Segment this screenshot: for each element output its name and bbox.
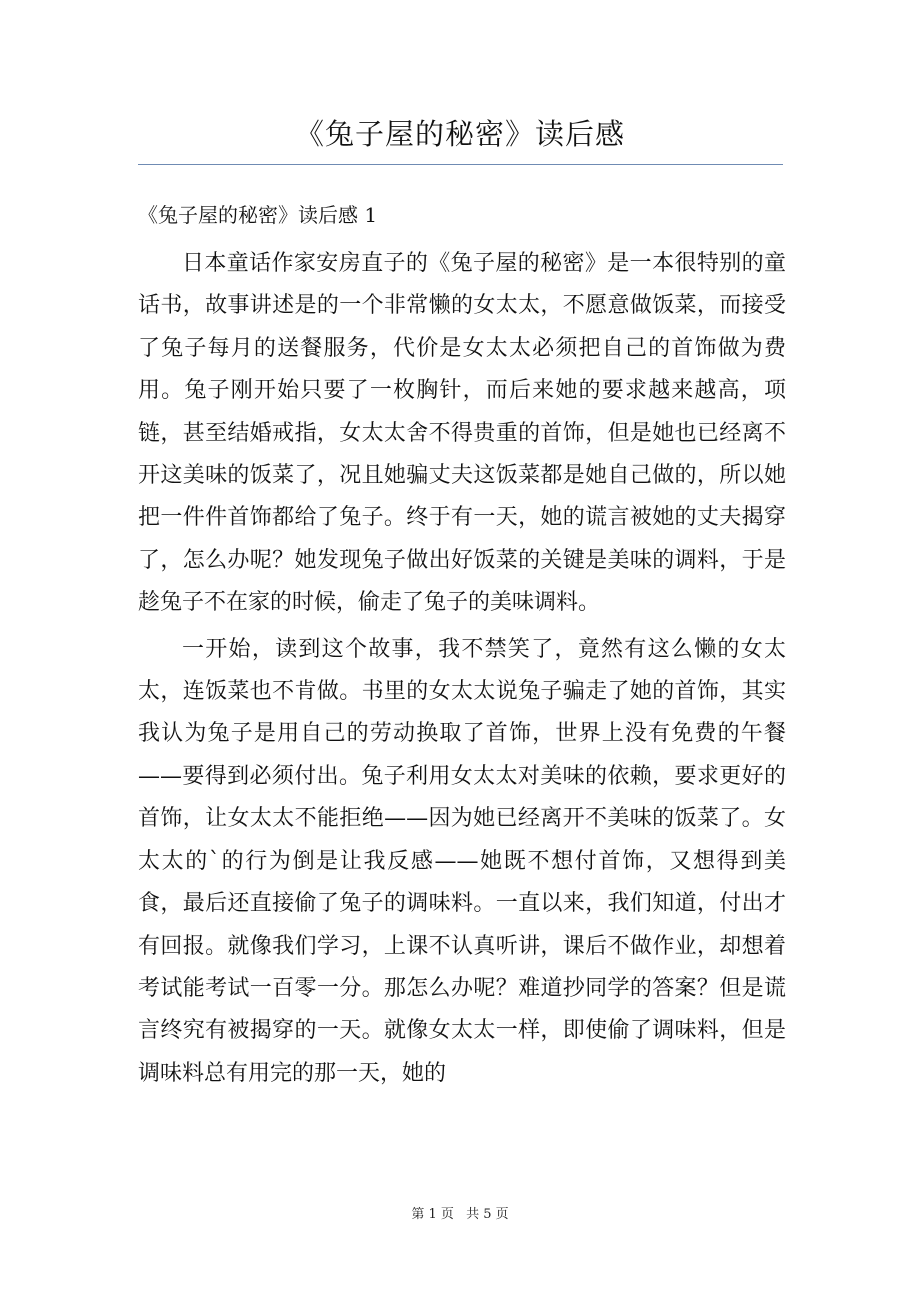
title-divider	[138, 164, 783, 165]
document-title: 《兔子屋的秘密》读后感	[294, 117, 625, 151]
section-heading: 《兔子屋的秘密》读后感 1	[138, 203, 378, 227]
paragraph-1: 日本童话作家安房直子的《兔子屋的秘密》是一本很特别的童话书，故事讲述是的一个非常懒的女太太，不愿意做饭菜，而接受了兔子每月的送餐服务，代价是女太太必须把自己的首饰做为费用。兔子刚开始只要了一枚胸针，而后来她的要求越来越高，项链，甚至结婚戒指，女太太舍不得贵重的首饰，但是她也已经离不开这美味的饭菜了，况且她骗丈夫这饭菜都是她自己做的，所以她把一件件首饰都给了兔子。终于有一天，她的谎言被她的丈夫揭穿了，怎么办呢？她发现兔子做出好饭菜的关键是美味的调料，于是趁兔子不在家的时候，偷走了兔子的美味调料。	[138, 251, 786, 616]
body-text	[138, 243, 786, 1099]
page-number: 第 1 页	[411, 1207, 454, 1222]
paragraph-2: 一开始，读到这个故事，我不禁笑了，竟然有这么懒的女太太，连饭菜也不肯做。书里的女太太说兔子骗走了她的首饰，其实我认为兔子是用自己的劳动换取了首饰，世界上没有免费的午餐——要得到必须付出。兔子利用女太太对美味的依赖，要求更好的首饰，让女太太不能拒绝——因为她已经离开不美味的饭菜了。女太太的`的行为倒是让我反感——她既不想付首饰，又想得到美食，最后还直接偷了兔子的调味料。一直以来，我们知道，付出才有回报。就像我们学习，上课不认真听讲，课后不做作业，却想着考试能考试一百零一分。那怎么办呢？难道抄同学的答案？但是谎言终究有被揭穿的一天。就像女太太一样，即使偷了调味料，但是调味料总有用完的那一天，她的	[138, 636, 786, 1086]
page-footer	[0, 1205, 920, 1225]
page-total: 共 5 页	[466, 1207, 509, 1222]
